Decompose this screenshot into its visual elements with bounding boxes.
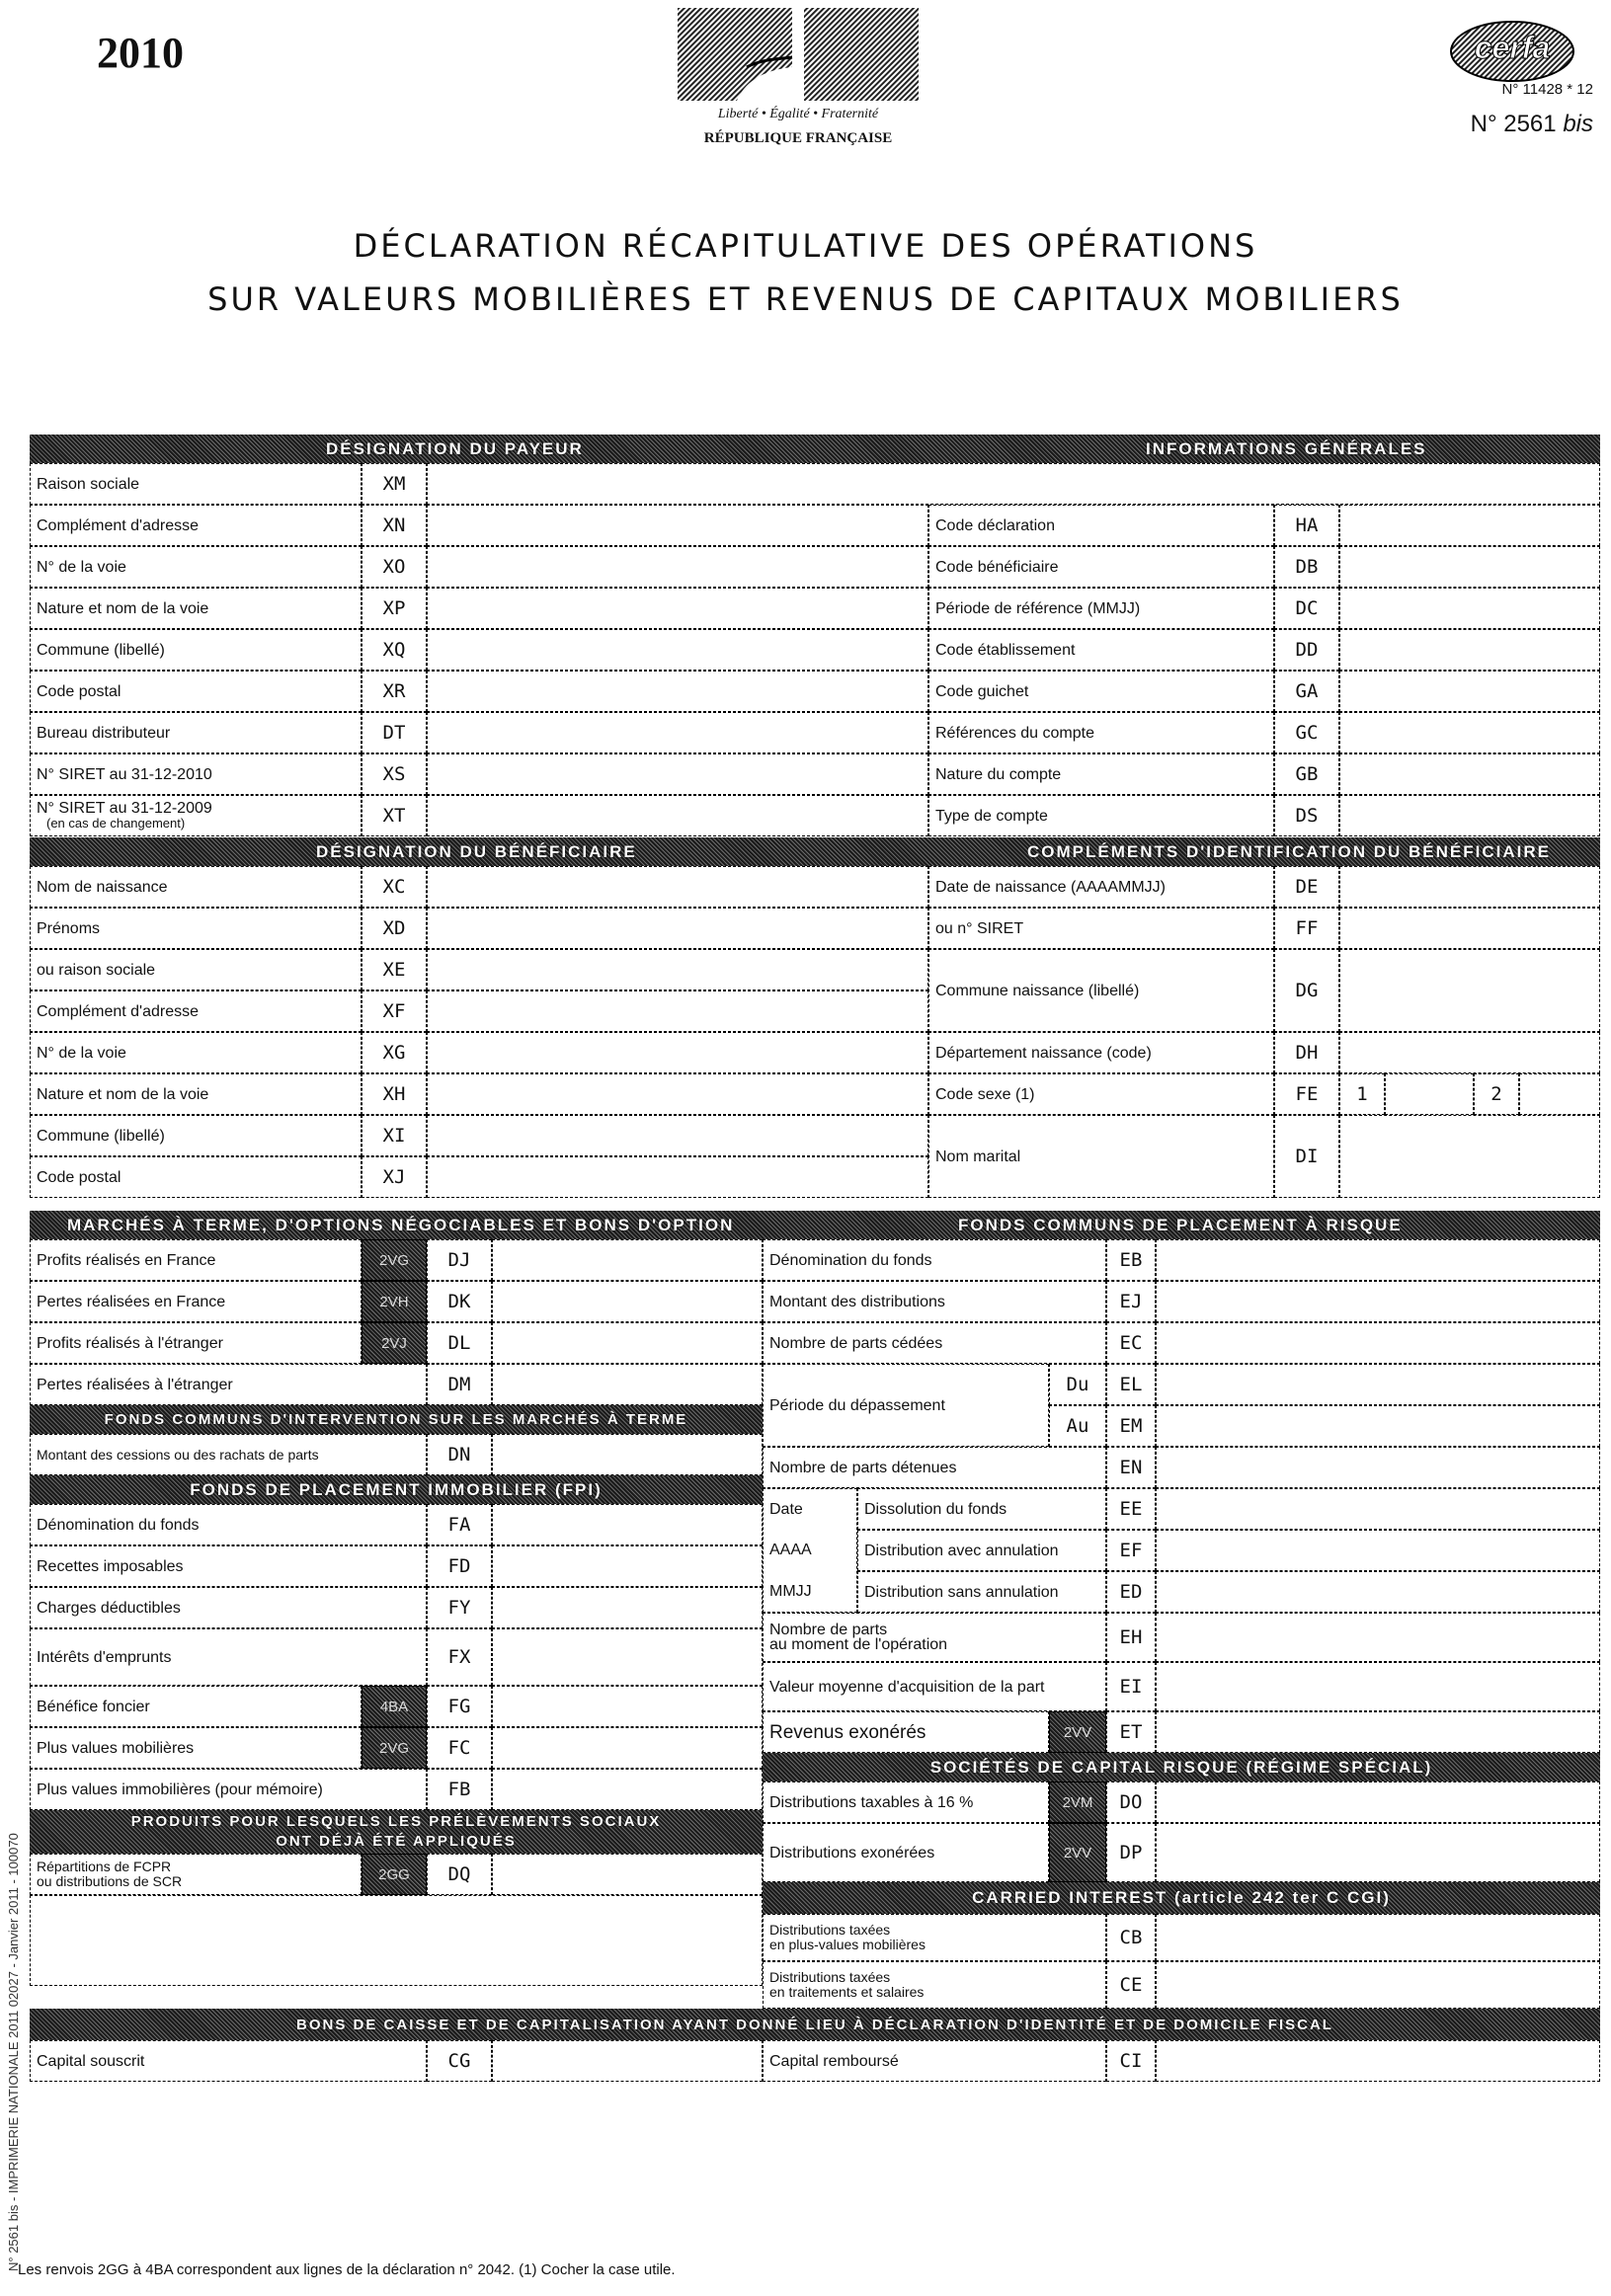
payeur-label-sub: (en cas de changement) bbox=[46, 816, 186, 831]
sexe-option-2: 2 bbox=[1474, 1073, 1519, 1115]
title-line-1: DÉCLARATION RÉCAPITULATIVE DES OPÉRATIONS bbox=[353, 227, 1258, 265]
payeur-code: XO bbox=[362, 546, 427, 588]
complement-code: FE bbox=[1274, 1073, 1339, 1115]
fcpr-nbparts-field[interactable] bbox=[1156, 1613, 1600, 1662]
carried-code: CB bbox=[1106, 1914, 1156, 1961]
complement-label: Code sexe (1) bbox=[928, 1073, 1274, 1115]
fcpr-cedees-field[interactable] bbox=[1156, 1322, 1600, 1364]
fpi-label: Charges déductibles bbox=[30, 1587, 427, 1628]
beneficiaire-label: Prénoms bbox=[30, 908, 362, 949]
periode-du: Du bbox=[1049, 1364, 1106, 1405]
fpi-field[interactable] bbox=[492, 1628, 763, 1686]
complement-field[interactable] bbox=[1339, 949, 1600, 1032]
band-scr: SOCIÉTÉS DE CAPITAL RISQUE (RÉGIME SPÉCIAL) bbox=[763, 1753, 1600, 1781]
complement-label: Département naissance (code) bbox=[928, 1032, 1274, 1073]
carried-field[interactable] bbox=[1156, 1961, 1600, 2009]
payeur-code: XR bbox=[362, 671, 427, 712]
payeur-field[interactable] bbox=[427, 795, 928, 836]
date-label-text: Date bbox=[769, 1501, 803, 1519]
prelev-label-text: ou distributions de SCR bbox=[37, 1873, 183, 1889]
payeur-field[interactable] bbox=[427, 671, 928, 712]
marches-label: Profits réalisés à l'étranger bbox=[30, 1322, 362, 1364]
infos-code: DC bbox=[1274, 588, 1339, 629]
bons-souscrit-code: CG bbox=[427, 2040, 492, 2082]
complement-code: FF bbox=[1274, 908, 1339, 949]
bons-souscrit-field[interactable] bbox=[492, 2040, 763, 2082]
band-bons: BONS DE CAISSE ET DE CAPITALISATION AYANT DONNÉ LIEU À DÉCLARATION D'IDENTITÉ ET DE DOMICILE FISCAL bbox=[30, 2009, 1600, 2040]
infos-label: Code bénéficiaire bbox=[928, 546, 1274, 588]
beneficiaire-code: XH bbox=[362, 1073, 427, 1115]
marches-label: Pertes réalisées à l'étranger bbox=[30, 1364, 427, 1405]
beneficiaire-code: XC bbox=[362, 866, 427, 908]
payeur-label: N° de la voie bbox=[30, 546, 362, 588]
fcpr-dissolution-code: EE bbox=[1106, 1488, 1156, 1530]
complement-field[interactable] bbox=[1339, 1032, 1600, 1073]
fcpr-avec-field[interactable] bbox=[1156, 1530, 1600, 1571]
fcimt-label: Montant des cessions ou des rachats de parts bbox=[30, 1434, 427, 1475]
fpi-field[interactable] bbox=[492, 1504, 763, 1545]
renvoi-box: 2VH bbox=[362, 1281, 427, 1322]
fcpr-exoneres-field[interactable] bbox=[1156, 1711, 1600, 1753]
beneficiaire-code: XI bbox=[362, 1115, 427, 1156]
carried-label-text: Distributions taxées bbox=[769, 1969, 891, 1985]
payeur-field[interactable] bbox=[427, 588, 928, 629]
payeur-code: XQ bbox=[362, 629, 427, 671]
side-print-ref: N° 2561 bis - IMPRIMERIE NATIONALE 2011 02027 - Janvier 2011 - 100070 bbox=[6, 1833, 21, 2271]
fcpr-exoneres-code: ET bbox=[1106, 1711, 1156, 1753]
beneficiaire-code: XD bbox=[362, 908, 427, 949]
fcpr-montant-label: Montant des distributions bbox=[763, 1281, 1106, 1322]
infos-code: GB bbox=[1274, 753, 1339, 795]
beneficiaire-code: XG bbox=[362, 1032, 427, 1073]
renvoi-box: 2VV bbox=[1049, 1823, 1106, 1882]
sexe-checkbox-1[interactable] bbox=[1385, 1073, 1474, 1115]
bons-rembourse-field[interactable] bbox=[1156, 2040, 1600, 2082]
beneficiaire-code: XJ bbox=[362, 1156, 427, 1198]
fcpr-valeur-label: Valeur moyenne d'acquisition de la part bbox=[763, 1662, 1106, 1711]
band-fcimt: FONDS COMMUNS D'INTERVENTION SUR LES MARCHÉS À TERME bbox=[30, 1405, 763, 1434]
complement-label: Nom marital bbox=[928, 1115, 1274, 1198]
beneficiaire-field[interactable] bbox=[427, 1073, 928, 1115]
scr-taxables-label: Distributions taxables à 16 % bbox=[763, 1781, 1049, 1823]
infos-field[interactable] bbox=[1339, 712, 1600, 753]
date-label bbox=[763, 1488, 857, 1613]
marches-field[interactable] bbox=[492, 1239, 763, 1281]
payeur-code: DT bbox=[362, 712, 427, 753]
prelev-label bbox=[30, 1854, 362, 1895]
payeur-label: Bureau distributeur bbox=[30, 712, 362, 753]
fcpr-valeur-field[interactable] bbox=[1156, 1662, 1600, 1711]
date-label-text: MMJJ bbox=[769, 1582, 812, 1600]
scr-taxables-field[interactable] bbox=[1156, 1781, 1600, 1823]
form-year: 2010 bbox=[97, 29, 184, 77]
fpi-code: FC bbox=[427, 1727, 492, 1769]
prelev-field[interactable] bbox=[492, 1854, 763, 1895]
complement-label: Commune naissance (libellé) bbox=[928, 949, 1274, 1032]
infos-field[interactable] bbox=[1339, 753, 1600, 795]
republic-label: RÉPUBLIQUE FRANÇAISE bbox=[703, 130, 893, 146]
beneficiaire-field[interactable] bbox=[427, 990, 928, 1032]
sexe-option-1: 1 bbox=[1339, 1073, 1385, 1115]
complement-field[interactable] bbox=[1339, 908, 1600, 949]
renvoi-box: 2GG bbox=[362, 1854, 427, 1895]
fpi-field[interactable] bbox=[492, 1686, 763, 1727]
payeur-code: XP bbox=[362, 588, 427, 629]
marches-label: Pertes réalisées en France bbox=[30, 1281, 362, 1322]
fcpr-detenues-code: EN bbox=[1106, 1447, 1156, 1488]
page-title bbox=[0, 219, 1611, 326]
fcpr-detenues-field[interactable] bbox=[1156, 1447, 1600, 1488]
carried-field[interactable] bbox=[1156, 1914, 1600, 1961]
fpi-field[interactable] bbox=[492, 1587, 763, 1628]
fpi-field[interactable] bbox=[492, 1769, 763, 1810]
carried-label-text: Distributions taxées bbox=[769, 1922, 891, 1938]
renvoi-box: 2VV bbox=[1049, 1711, 1106, 1753]
periode-du-field[interactable] bbox=[1156, 1364, 1600, 1405]
marches-label: Profits réalisés en France bbox=[30, 1239, 362, 1281]
nbparts-label-text: au moment de l'opération bbox=[769, 1636, 948, 1653]
carried-label-text: en plus-values mobilières bbox=[769, 1937, 926, 1952]
renvoi-box: 2VJ bbox=[362, 1322, 427, 1364]
band-marches-fcpr: MARCHÉS À TERME, D'OPTIONS NÉGOCIABLES ET BONS D'OPTION FONDS COMMUNS DE PLACEMENT À RISQUE bbox=[30, 1211, 1600, 1239]
payeur-label bbox=[30, 795, 362, 836]
complement-field[interactable] bbox=[1339, 1115, 1600, 1198]
fpi-label: Intérêts d'emprunts bbox=[30, 1628, 427, 1686]
fcpr-detenues-label: Nombre de parts détenues bbox=[763, 1447, 1106, 1488]
fpi-code: FX bbox=[427, 1628, 492, 1686]
motto: Liberté • Égalité • Fraternité bbox=[717, 107, 879, 121]
infos-field[interactable] bbox=[1339, 671, 1600, 712]
payeur-code: XT bbox=[362, 795, 427, 836]
complement-label: Date de naissance (AAAAMMJJ) bbox=[928, 866, 1274, 908]
fpi-field[interactable] bbox=[492, 1545, 763, 1587]
cerfa-wordmark: cerfa bbox=[1474, 30, 1551, 65]
fpi-label: Plus values immobilières (pour mémoire) bbox=[30, 1769, 427, 1810]
fcimt-field[interactable] bbox=[492, 1434, 763, 1475]
infos-field[interactable] bbox=[1339, 629, 1600, 671]
marches-code: DM bbox=[427, 1364, 492, 1405]
fcpr-avec-code: EF bbox=[1106, 1530, 1156, 1571]
beneficiaire-field[interactable] bbox=[427, 1032, 928, 1073]
fpi-label: Bénéfice foncier bbox=[30, 1686, 362, 1727]
field-raison-sociale[interactable] bbox=[427, 463, 1600, 505]
bons-souscrit-label: Capital souscrit bbox=[30, 2040, 427, 2082]
fcpr-sans-label: Distribution sans annulation bbox=[857, 1571, 1106, 1613]
payeur-label: Code postal bbox=[30, 671, 362, 712]
complement-code: DG bbox=[1274, 949, 1339, 1032]
fcpr-periode-label: Période du dépassement bbox=[763, 1364, 1049, 1447]
beneficiaire-field[interactable] bbox=[427, 949, 928, 990]
infos-label: Code guichet bbox=[928, 671, 1274, 712]
marches-field[interactable] bbox=[492, 1322, 763, 1364]
payeur-label-text: N° SIRET au 31-12-2009 bbox=[37, 800, 212, 817]
fcpr-sans-field[interactable] bbox=[1156, 1571, 1600, 1613]
carried-label bbox=[763, 1961, 1106, 2009]
band-prelevements bbox=[30, 1810, 763, 1854]
beneficiaire-field[interactable] bbox=[427, 866, 928, 908]
sexe-checkbox-2[interactable] bbox=[1519, 1073, 1600, 1115]
marches-field[interactable] bbox=[492, 1364, 763, 1405]
beneficiaire-label: Nom de naissance bbox=[30, 866, 362, 908]
band-beneficiaire: DÉSIGNATION DU BÉNÉFICIAIRE COMPLÉMENTS D'IDENTIFICATION DU BÉNÉFICIAIRE bbox=[30, 837, 1600, 866]
title-line-2: SUR VALEURS MOBILIÈRES ET REVENUS DE CAPITAUX MOBILIERS bbox=[207, 280, 1404, 318]
complement-code: DE bbox=[1274, 866, 1339, 908]
beneficiaire-label: ou raison sociale bbox=[30, 949, 362, 990]
fpi-code: FA bbox=[427, 1504, 492, 1545]
beneficiaire-label: N° de la voie bbox=[30, 1032, 362, 1073]
carried-code: CE bbox=[1106, 1961, 1156, 2009]
payeur-field[interactable] bbox=[427, 505, 928, 546]
infos-label: Nature du compte bbox=[928, 753, 1274, 795]
infos-code: GC bbox=[1274, 712, 1339, 753]
fcpr-exoneres-label: Revenus exonérés bbox=[763, 1711, 1049, 1753]
payeur-field[interactable] bbox=[427, 753, 928, 795]
fcpr-dissolution-field[interactable] bbox=[1156, 1488, 1600, 1530]
beneficiaire-field[interactable] bbox=[427, 1115, 928, 1156]
beneficiaire-field[interactable] bbox=[427, 1156, 928, 1198]
complement-field[interactable] bbox=[1339, 866, 1600, 908]
fpi-code: FD bbox=[427, 1545, 492, 1587]
infos-field[interactable] bbox=[1339, 505, 1600, 546]
periode-du-code: EL bbox=[1106, 1364, 1156, 1405]
scr-exonerees-label: Distributions exonérées bbox=[763, 1823, 1049, 1882]
marianne-logo bbox=[678, 8, 919, 158]
payeur-label: N° SIRET au 31-12-2010 bbox=[30, 753, 362, 795]
fcpr-valeur-code: EI bbox=[1106, 1662, 1156, 1711]
fcpr-avec-label: Distribution avec annulation bbox=[857, 1530, 1106, 1571]
fpi-code: FB bbox=[427, 1769, 492, 1810]
fcpr-denomination-code: EB bbox=[1106, 1239, 1156, 1281]
carried-label bbox=[763, 1914, 1106, 1961]
periode-au: Au bbox=[1049, 1405, 1106, 1447]
fcpr-cedees-code: EC bbox=[1106, 1322, 1156, 1364]
prelev-code: DQ bbox=[427, 1854, 492, 1895]
fcpr-denomination-field[interactable] bbox=[1156, 1239, 1600, 1281]
fcpr-nbparts-label bbox=[763, 1613, 1106, 1662]
empty-area[interactable] bbox=[30, 1895, 763, 1986]
prelev-label-text: Répartitions de FCPR bbox=[37, 1859, 172, 1874]
cerfa-logo bbox=[1448, 18, 1576, 87]
infos-code: GA bbox=[1274, 671, 1339, 712]
beneficiaire-code: XF bbox=[362, 990, 427, 1032]
scr-exonerees-field[interactable] bbox=[1156, 1823, 1600, 1882]
beneficiaire-label: Commune (libellé) bbox=[30, 1115, 362, 1156]
fpi-label: Plus values mobilières bbox=[30, 1727, 362, 1769]
form-number: N° 2561 bis bbox=[1470, 111, 1593, 137]
band-payeur-infos: DÉSIGNATION DU PAYEUR INFORMATIONS GÉNÉRALES bbox=[30, 435, 1600, 463]
payeur-field[interactable] bbox=[427, 712, 928, 753]
fpi-label: Recettes imposables bbox=[30, 1545, 427, 1587]
payeur-label: Complément d'adresse bbox=[30, 505, 362, 546]
infos-label: Période de référence (MMJJ) bbox=[928, 588, 1274, 629]
infos-code: DD bbox=[1274, 629, 1339, 671]
band-text: ONT DÉJÀ ÉTÉ APPLIQUÉS bbox=[276, 1833, 517, 1850]
fpi-code: FG bbox=[427, 1686, 492, 1727]
infos-code: HA bbox=[1274, 505, 1339, 546]
fcimt-code: DN bbox=[427, 1434, 492, 1475]
fcpr-montant-code: EJ bbox=[1106, 1281, 1156, 1322]
payeur-label: Nature et nom de la voie bbox=[30, 588, 362, 629]
payeur-field[interactable] bbox=[427, 629, 928, 671]
nbparts-label-text: Nombre de parts bbox=[769, 1622, 888, 1638]
band-carried: CARRIED INTEREST (article 242 ter C CGI) bbox=[763, 1882, 1600, 1914]
bons-rembourse-label: Capital remboursé bbox=[763, 2040, 1106, 2082]
complement-code: DH bbox=[1274, 1032, 1339, 1073]
renvoi-box: 2VG bbox=[362, 1239, 427, 1281]
scr-taxables-code: DO bbox=[1106, 1781, 1156, 1823]
fcpr-cedees-label: Nombre de parts cédées bbox=[763, 1322, 1106, 1364]
periode-au-field[interactable] bbox=[1156, 1405, 1600, 1447]
infos-field[interactable] bbox=[1339, 588, 1600, 629]
fcpr-dissolution-label: Dissolution du fonds bbox=[857, 1488, 1106, 1530]
infos-label: Code déclaration bbox=[928, 505, 1274, 546]
band-fpi: FONDS DE PLACEMENT IMMOBILIER (FPI) bbox=[30, 1475, 763, 1504]
renvoi-box: 2VM bbox=[1049, 1781, 1106, 1823]
scr-exonerees-code: DP bbox=[1106, 1823, 1156, 1882]
cerfa-number: N° 11428 * 12 bbox=[1501, 81, 1593, 98]
beneficiaire-label: Nature et nom de la voie bbox=[30, 1073, 362, 1115]
carried-label-text: en traitements et salaires bbox=[769, 1984, 925, 2000]
marches-code: DJ bbox=[427, 1239, 492, 1281]
payeur-field[interactable] bbox=[427, 546, 928, 588]
fcpr-sans-code: ED bbox=[1106, 1571, 1156, 1613]
payeur-label: Commune (libellé) bbox=[30, 629, 362, 671]
infos-label: Code établissement bbox=[928, 629, 1274, 671]
footer-note: Les renvois 2GG à 4BA correspondent aux lignes de la déclaration n° 2042. (1) Cocher la case utile. bbox=[18, 2261, 676, 2278]
fpi-code: FY bbox=[427, 1587, 492, 1628]
renvoi-box: 2VG bbox=[362, 1727, 427, 1769]
infos-field[interactable] bbox=[1339, 546, 1600, 588]
complement-label: ou n° SIRET bbox=[928, 908, 1274, 949]
fpi-field[interactable] bbox=[492, 1727, 763, 1769]
marches-code: DL bbox=[427, 1322, 492, 1364]
payeur-code: XM bbox=[362, 463, 427, 505]
date-label-text: AAAA bbox=[769, 1542, 812, 1559]
payeur-label: Raison sociale bbox=[30, 463, 362, 505]
beneficiaire-label: Code postal bbox=[30, 1156, 362, 1198]
payeur-code: XS bbox=[362, 753, 427, 795]
payeur-code: XN bbox=[362, 505, 427, 546]
complement-code: DI bbox=[1274, 1115, 1339, 1198]
renvoi-box: 4BA bbox=[362, 1686, 427, 1727]
marches-code: DK bbox=[427, 1281, 492, 1322]
beneficiaire-label: Complément d'adresse bbox=[30, 990, 362, 1032]
fcpr-montant-field[interactable] bbox=[1156, 1281, 1600, 1322]
periode-au-code: EM bbox=[1106, 1405, 1156, 1447]
infos-code: DS bbox=[1274, 795, 1339, 836]
beneficiaire-field[interactable] bbox=[427, 908, 928, 949]
marches-field[interactable] bbox=[492, 1281, 763, 1322]
fpi-label: Dénomination du fonds bbox=[30, 1504, 427, 1545]
beneficiaire-code: XE bbox=[362, 949, 427, 990]
infos-code: DB bbox=[1274, 546, 1339, 588]
band-text: PRODUITS POUR LESQUELS LES PRÉLÈVEMENTS SOCIAUX bbox=[130, 1813, 662, 1830]
bons-rembourse-code: CI bbox=[1106, 2040, 1156, 2082]
infos-label: Type de compte bbox=[928, 795, 1274, 836]
infos-field[interactable] bbox=[1339, 795, 1600, 836]
infos-label: Références du compte bbox=[928, 712, 1274, 753]
fcpr-nbparts-code: EH bbox=[1106, 1613, 1156, 1662]
fcpr-denomination-label: Dénomination du fonds bbox=[763, 1239, 1106, 1281]
